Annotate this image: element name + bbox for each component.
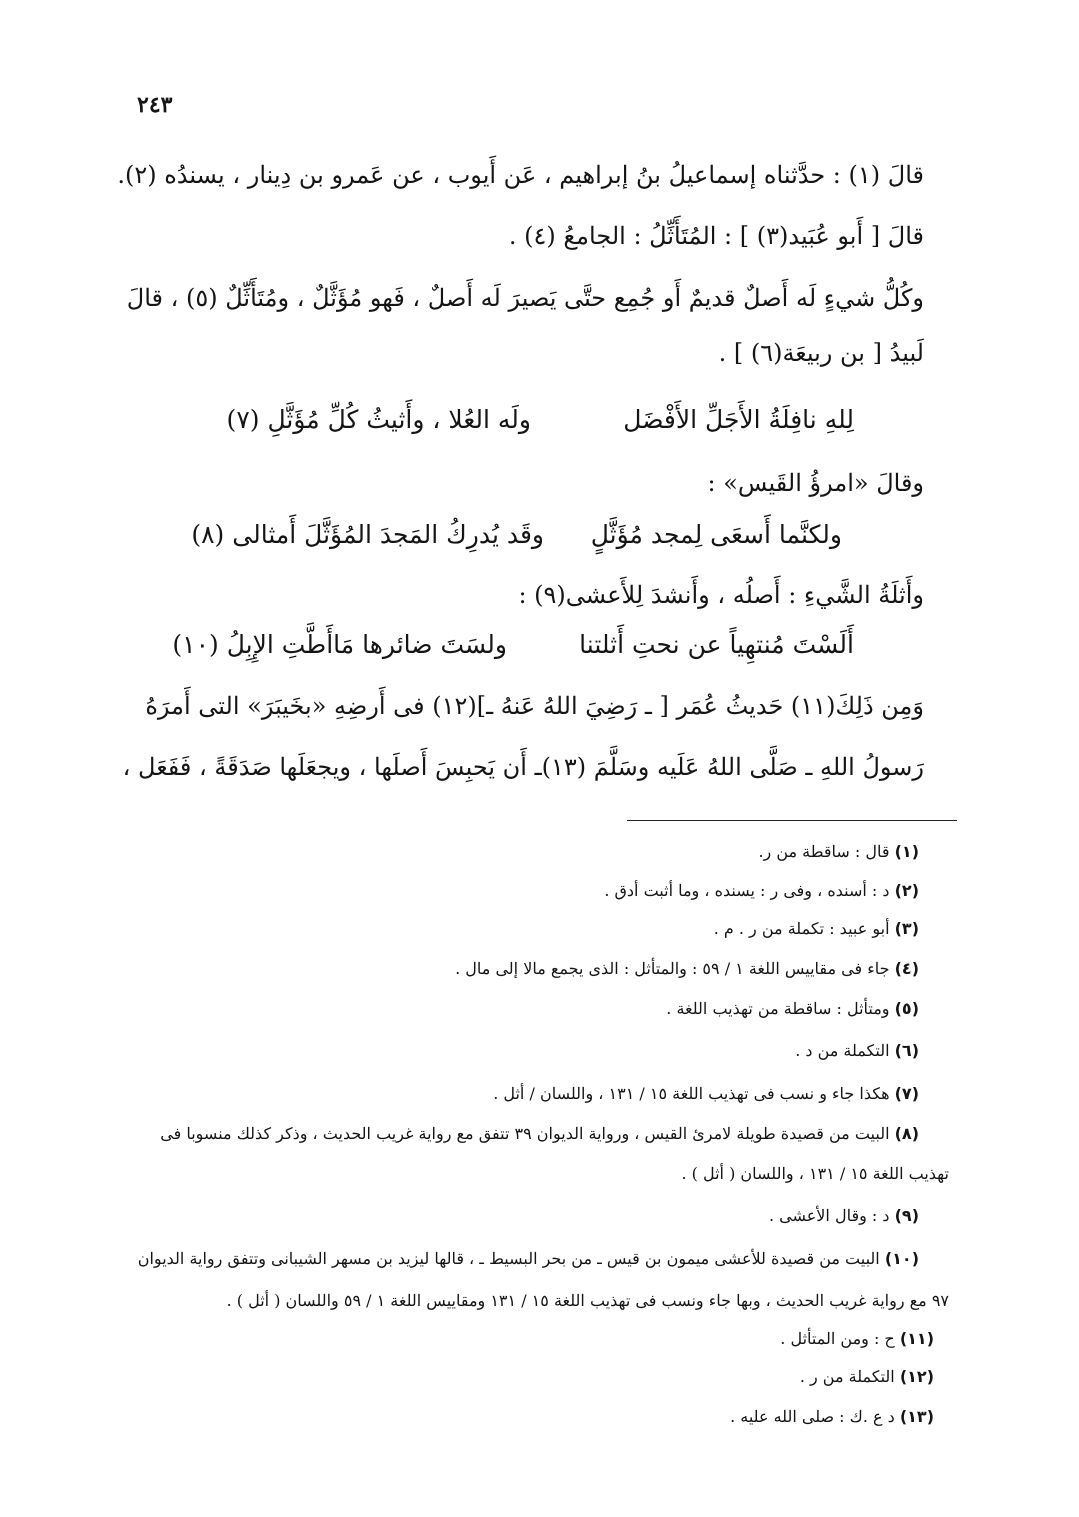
verse-hemistich-right: ولكنَّما أَسعَى لِمجد مُؤَثَّلٍ xyxy=(590,520,842,549)
footnote-text: ٩٧ مع رواية غريب الحديث ، وبها جاء ونسب فى تهذيب اللغة ١٥ / ١٣١ ومقاييس اللغة ١ / ٥٩ واللسان ( أثل ) . xyxy=(226,1291,949,1310)
footnote-text: التكملة من ر . xyxy=(799,1367,895,1386)
footnote xyxy=(160,1120,919,1148)
footnote-number: (١٠) xyxy=(884,1249,919,1268)
footnote-text: تهذيب اللغة ١٥ / ١٣١ ، واللسان ( أثل ) . xyxy=(681,1164,949,1183)
footnote-number: (٣) xyxy=(894,919,919,938)
footnote-text: قال : ساقطة من ر. xyxy=(758,842,890,861)
footnote-text: د : وقال الأعشى . xyxy=(768,1206,890,1225)
footnote-text: البيت من قصيدة للأعشى ميمون بن قيس ـ من بحر البسيط ـ ، قالها ليزيد بن مسهر الشيبانى وتتفق رواية الديوان xyxy=(137,1249,880,1268)
footnote-text: هكذا جاء و نسب فى تهذيب اللغة ١٥ / ١٣١ ، واللسان / أثل . xyxy=(493,1084,890,1103)
footnote-text: د : أسنده ، وفى ر : يسنده ، وما أثبت أدق . xyxy=(604,881,890,900)
footnote xyxy=(769,1202,919,1230)
footnote-number: (١١) xyxy=(899,1329,934,1348)
verse-hemistich-right: أَلَسْتَ مُنتهِياً عن نحتِ أَثلتنا xyxy=(579,630,854,659)
text-line: وكُلُّ شيءٍ لَه أَصلٌ قديمٌ أَو جُمِع حتَّى يَصيرَ لَه أَصلٌ ، فَهو مُؤَثَّلٌ ، ومُتَأَثِّلٌ (٥) ، قالَ xyxy=(126,284,924,312)
footnote xyxy=(795,1037,919,1065)
page-number: ٢٤٣ xyxy=(137,92,173,118)
footnote xyxy=(758,838,919,866)
text-line: وقالَ «امرؤُ القَيس» : xyxy=(707,469,924,497)
footnote xyxy=(666,995,919,1023)
footnote-number: (٤) xyxy=(894,959,919,978)
footnote xyxy=(493,1080,919,1108)
footnote-number: (٥) xyxy=(894,999,919,1018)
text-line: لَبيدُ [ بن ربيعَة(٦) ] . xyxy=(718,339,924,367)
text-line: وأَثلَةُ الشَّيءِ : أَصلُه ، وأَنشدَ لِلأَعشى(٩) : xyxy=(518,581,924,609)
footnote xyxy=(780,1325,934,1353)
footnote xyxy=(138,1245,919,1273)
text-line: رَسولُ اللهِ ـ صَلَّى اللهُ عَلَيه وسَلَّمَ (١٣)ـ أَن يَحبِسَ أَصلَها ، ويجعَلَها صَدَقَةً ، فَفَعَل ، xyxy=(122,753,924,781)
text-line: وَمِن ذَلِكَ(١١) حَديثُ عُمَر [ ـ رَضِيَ اللهُ عَنهُ ـ](١٢) فى أَرضِهِ «بخَيبَرَ» التى أَمرَهُ xyxy=(145,692,924,720)
footnote-text: ح : ومن المتأثل . xyxy=(780,1329,895,1348)
footnote-number: (١) xyxy=(894,842,919,861)
footnote-continuation xyxy=(681,1160,949,1188)
footnote-continuation xyxy=(227,1287,949,1315)
footnote xyxy=(730,1403,934,1431)
footnote-text: جاء فى مقاييس اللغة ١ / ٥٩ : والمتأثل : الذى يجمع مالا إلى مال . xyxy=(455,959,890,978)
verse-hemistich-left: ولَه العُلا ، وأَثيثُ كُلِّ مُؤَثَّلِ (٧) xyxy=(226,405,531,434)
text-line: قالَ [ أَبو عُبَيد(٣) ] : المُتَأَثِّلُ : الجامعُ (٤) . xyxy=(508,222,924,250)
footnote-number: (٦) xyxy=(894,1041,919,1060)
footnote-text: أبو عبيد : تكملة من ر . م . xyxy=(713,919,890,938)
footnote-number: (١٢) xyxy=(899,1367,934,1386)
footnote xyxy=(714,915,919,943)
footnote xyxy=(455,955,919,983)
footnote-text: د ع .ك : صلى الله عليه . xyxy=(730,1407,895,1426)
verse-hemistich-left: ولسَتَ ضائرها مَاأَطَّتِ الإِبِلُ (١٠) xyxy=(172,630,507,659)
footnote-separator xyxy=(627,820,957,821)
verse-hemistich-left: وقَد يُدرِكُ المَجدَ المُؤَثَّلَ أَمثالى (٨) xyxy=(191,520,544,549)
footnote xyxy=(604,877,919,905)
footnote-number: (١٣) xyxy=(899,1407,934,1426)
footnote-text: ومتأثل : ساقطة من تهذيب اللغة . xyxy=(666,999,890,1018)
footnote-text: البيت من قصيدة طويلة لامرئ القيس ، ورواية الديوان ٣٩ تتفق مع رواية غريب الحديث ، وذكر كذلك منسوبا فى xyxy=(160,1124,890,1143)
footnote-text: التكملة من د . xyxy=(795,1041,890,1060)
text-line: قالَ (١) : حدَّثناه إسماعيلُ بنُ إبراهيم ، عَن أَيوب ، عن عَمرو بن دِينار ، يسندُه (٢). xyxy=(117,161,924,189)
footnote-number: (٩) xyxy=(894,1206,919,1225)
footnote xyxy=(800,1363,934,1391)
footnote-number: (٨) xyxy=(894,1124,919,1143)
verse-hemistich-right: لِلهِ نافِلَةُ الأَجَلِّ الأَفْضَل xyxy=(623,405,854,434)
footnote-number: (٢) xyxy=(894,881,919,900)
footnote-number: (٧) xyxy=(894,1084,919,1103)
